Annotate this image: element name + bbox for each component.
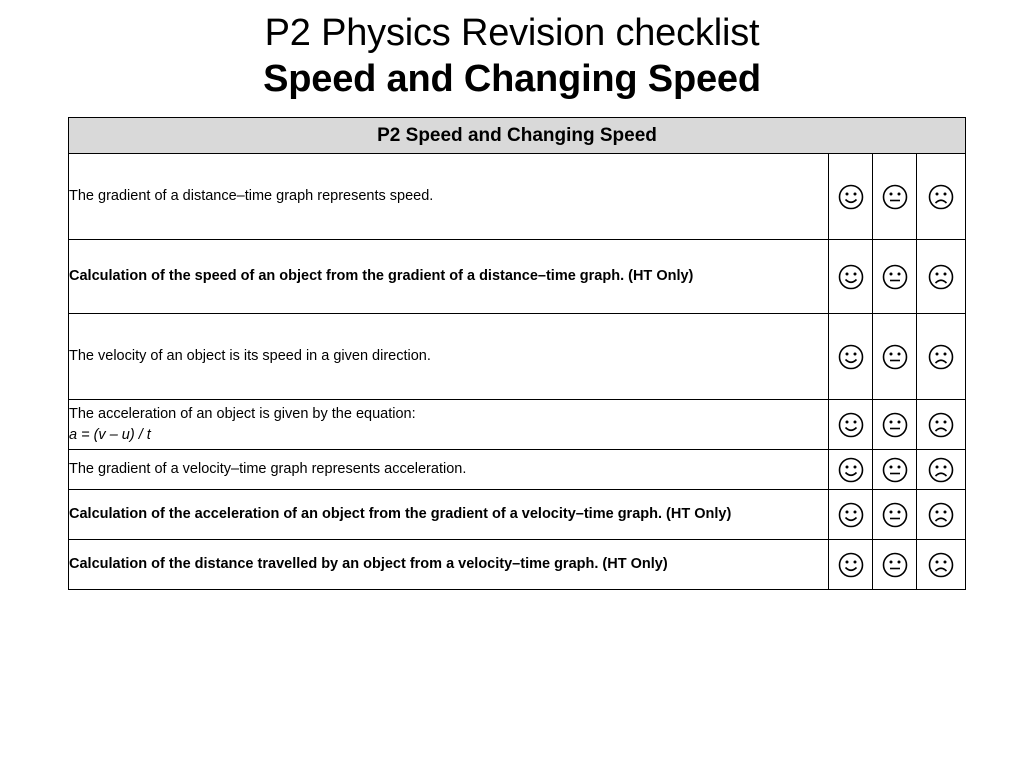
rating-neutral-cell[interactable] [873, 490, 917, 540]
sad-face-icon[interactable] [928, 457, 954, 483]
sad-face-icon[interactable] [928, 552, 954, 578]
rating-sad-cell[interactable] [917, 154, 966, 240]
topic-text: Calculation of the acceleration of an object from the gradient of a velocity–time graph. (HT Only) [69, 490, 829, 540]
rating-sad-cell[interactable] [917, 400, 966, 450]
rating-happy-cell[interactable] [829, 400, 873, 450]
rating-happy-cell[interactable] [829, 154, 873, 240]
rating-happy-cell[interactable] [829, 314, 873, 400]
topic-text: The gradient of a distance–time graph represents speed. [69, 154, 829, 240]
rating-neutral-cell[interactable] [873, 314, 917, 400]
acceleration-equation: a = (v – u) / t [69, 426, 151, 443]
rating-neutral-cell[interactable] [873, 540, 917, 590]
rating-sad-cell[interactable] [917, 450, 966, 490]
title-line-1: P2 Physics Revision checklist [264, 12, 760, 54]
rating-happy-cell[interactable] [829, 240, 873, 314]
sad-face-icon[interactable] [928, 264, 954, 290]
neutral-face-icon[interactable] [882, 184, 908, 210]
checklist-row [69, 400, 966, 450]
topic-text: The gradient of a velocity–time graph represents acceleration. [69, 450, 829, 490]
rating-happy-cell[interactable] [829, 450, 873, 490]
checklist-row [69, 154, 966, 240]
checklist-row [69, 314, 966, 400]
rating-neutral-cell[interactable] [873, 450, 917, 490]
neutral-face-icon[interactable] [882, 457, 908, 483]
smiley-face-icon[interactable] [838, 552, 864, 578]
checklist-table [68, 117, 966, 590]
sad-face-icon[interactable] [928, 184, 954, 210]
smiley-face-icon[interactable] [838, 412, 864, 438]
table-header-row [69, 118, 966, 154]
neutral-face-icon[interactable] [882, 502, 908, 528]
sad-face-icon[interactable] [928, 344, 954, 370]
rating-neutral-cell[interactable] [873, 400, 917, 450]
neutral-face-icon[interactable] [882, 344, 908, 370]
checklist-row [69, 240, 966, 314]
checklist-row [69, 490, 966, 540]
topic-text: Calculation of the distance travelled by an object from a velocity–time graph. (HT Only) [69, 540, 829, 590]
sad-face-icon[interactable] [928, 412, 954, 438]
rating-neutral-cell[interactable] [873, 154, 917, 240]
topic-text: The velocity of an object is its speed in a given direction. [69, 314, 829, 400]
smiley-face-icon[interactable] [838, 457, 864, 483]
rating-sad-cell[interactable] [917, 540, 966, 590]
topic-text: Calculation of the speed of an object from the gradient of a distance–time graph. (HT Only) [69, 240, 829, 314]
table-header: P2 Speed and Changing Speed [69, 118, 966, 154]
title-line-2: Speed and Changing Speed [263, 58, 761, 101]
smiley-face-icon[interactable] [838, 184, 864, 210]
neutral-face-icon[interactable] [882, 264, 908, 290]
topic-text-line: The acceleration of an object is given by the equation: [69, 406, 416, 423]
rating-sad-cell[interactable] [917, 490, 966, 540]
checklist-row [69, 450, 966, 490]
topic-text [69, 400, 829, 450]
rating-sad-cell[interactable] [917, 314, 966, 400]
rating-happy-cell[interactable] [829, 490, 873, 540]
neutral-face-icon[interactable] [882, 552, 908, 578]
rating-happy-cell[interactable] [829, 540, 873, 590]
rating-sad-cell[interactable] [917, 240, 966, 314]
neutral-face-icon[interactable] [882, 412, 908, 438]
rating-neutral-cell[interactable] [873, 240, 917, 314]
smiley-face-icon[interactable] [838, 502, 864, 528]
sad-face-icon[interactable] [928, 502, 954, 528]
checklist-row [69, 540, 966, 590]
slide-title [0, 10, 1024, 103]
smiley-face-icon[interactable] [838, 264, 864, 290]
smiley-face-icon[interactable] [838, 344, 864, 370]
